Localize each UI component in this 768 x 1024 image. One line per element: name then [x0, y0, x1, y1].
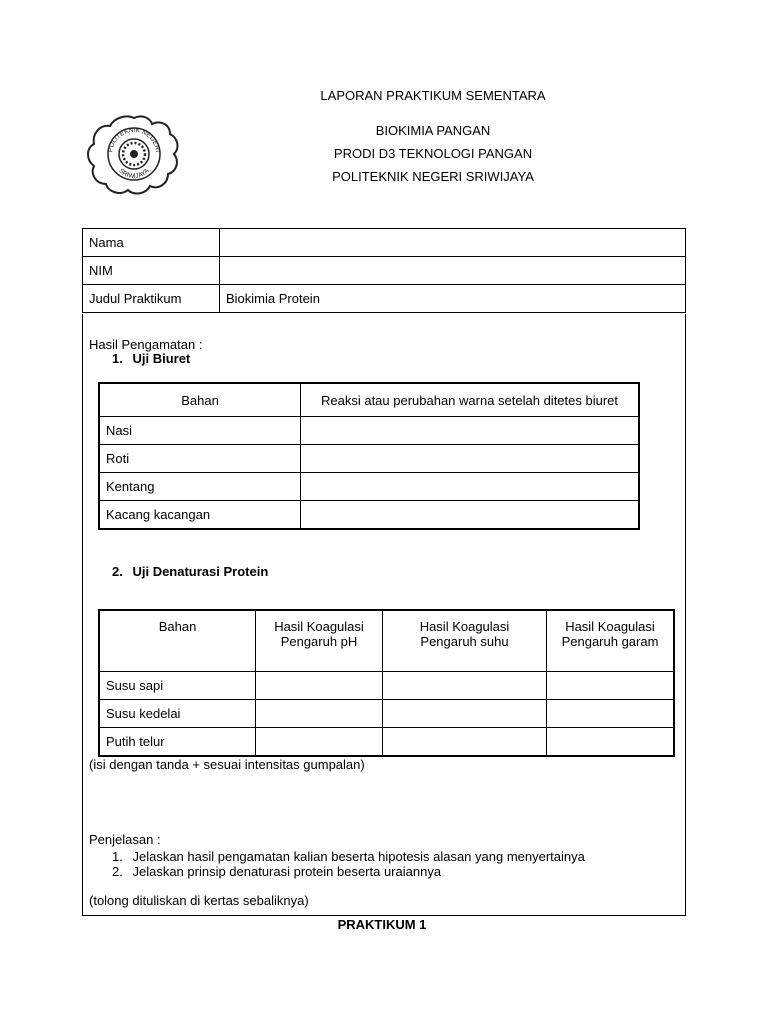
table-header-row [99, 383, 639, 417]
biuret-table [98, 382, 640, 530]
table-row [99, 700, 674, 728]
material-cell: Susu kedelai [99, 700, 256, 728]
section2-number: 2. [112, 564, 123, 579]
logo-text-bottom: SRIWIJAYA [117, 167, 151, 181]
material-cell: Nasi [99, 417, 301, 445]
column-header: Reaksi atau perubahan warna setelah ditetes biuret [301, 383, 640, 417]
column-header: Bahan [99, 383, 301, 417]
table-row [99, 473, 639, 501]
section2-title: Uji Denaturasi Protein [132, 564, 269, 579]
result-cell[interactable] [301, 445, 640, 473]
result-cell[interactable] [256, 672, 383, 700]
column-header: Hasil Koagulasi Pengaruh pH [256, 610, 383, 672]
result-cell[interactable] [256, 728, 383, 757]
column-header: Bahan [99, 610, 256, 672]
table-row [83, 229, 686, 257]
explanation-item [112, 864, 441, 879]
institution-title: POLITEKNIK NEGERI SRIWIJAYA [332, 169, 534, 184]
table-row [99, 728, 674, 757]
table-row [83, 257, 686, 285]
results-heading: Hasil Pengamatan : [89, 337, 203, 352]
result-cell[interactable] [301, 473, 640, 501]
section1-number: 1. [112, 351, 123, 366]
denaturation-note: (isi dengan tanda + sesuai intensitas gumpalan) [89, 757, 365, 772]
section1-heading [112, 351, 190, 366]
nim-label: NIM [83, 257, 220, 285]
column-header: Hasil Koagulasi Pengaruh garam [547, 610, 675, 672]
practicum-title-label: Judul Praktikum [83, 285, 220, 313]
result-cell[interactable] [301, 417, 640, 445]
institution-logo [84, 112, 184, 198]
explanation-item-number: 1. [112, 849, 123, 864]
section1-title: Uji Biuret [132, 351, 191, 366]
section2-heading [112, 564, 268, 579]
result-cell[interactable] [383, 728, 547, 757]
practicum-title-value[interactable]: Biokimia Protein [220, 285, 686, 313]
logo-text-top: POLITEKNIK NEGERI [107, 126, 161, 153]
explanation-item-number: 2. [112, 864, 123, 879]
result-cell[interactable] [547, 672, 675, 700]
nim-field[interactable] [220, 257, 686, 285]
program-title: PRODI D3 TEKNOLOGI PANGAN [333, 146, 533, 161]
explanation-item-text: Jelaskan hasil pengamatan kalian beserta hipotesis alasan yang menyertainya [132, 849, 585, 864]
student-info-table [82, 228, 686, 313]
explanation-heading: Penjelasan : [89, 832, 161, 847]
material-cell: Susu sapi [99, 672, 256, 700]
report-title: LAPORAN PRAKTIKUM SEMENTARA [320, 88, 546, 103]
course-title: BIOKIMIA PANGAN [375, 123, 491, 138]
result-cell[interactable] [547, 700, 675, 728]
result-cell[interactable] [383, 700, 547, 728]
name-field[interactable] [220, 229, 686, 257]
explanation-item [112, 849, 585, 864]
name-label: Nama [83, 229, 220, 257]
explanation-item-text: Jelaskan prinsip denaturasi protein beserta uraiannya [132, 864, 442, 879]
result-cell[interactable] [383, 672, 547, 700]
table-header-row [99, 610, 674, 672]
material-cell: Kentang [99, 473, 301, 501]
material-cell: Kacang kacangan [99, 501, 301, 530]
result-cell[interactable] [301, 501, 640, 530]
table-row [99, 501, 639, 530]
result-cell[interactable] [256, 700, 383, 728]
material-cell: Putih telur [99, 728, 256, 757]
table-row [83, 285, 686, 313]
footer-label: PRAKTIKUM 1 [337, 917, 427, 932]
explanation-note: (tolong dituliskan di kertas sebaliknya) [89, 893, 309, 908]
column-header: Hasil Koagulasi Pengaruh suhu [383, 610, 547, 672]
material-cell: Roti [99, 445, 301, 473]
denaturation-table [98, 609, 675, 757]
table-row [99, 417, 639, 445]
table-row [99, 672, 674, 700]
result-cell[interactable] [547, 728, 675, 757]
table-row [99, 445, 639, 473]
